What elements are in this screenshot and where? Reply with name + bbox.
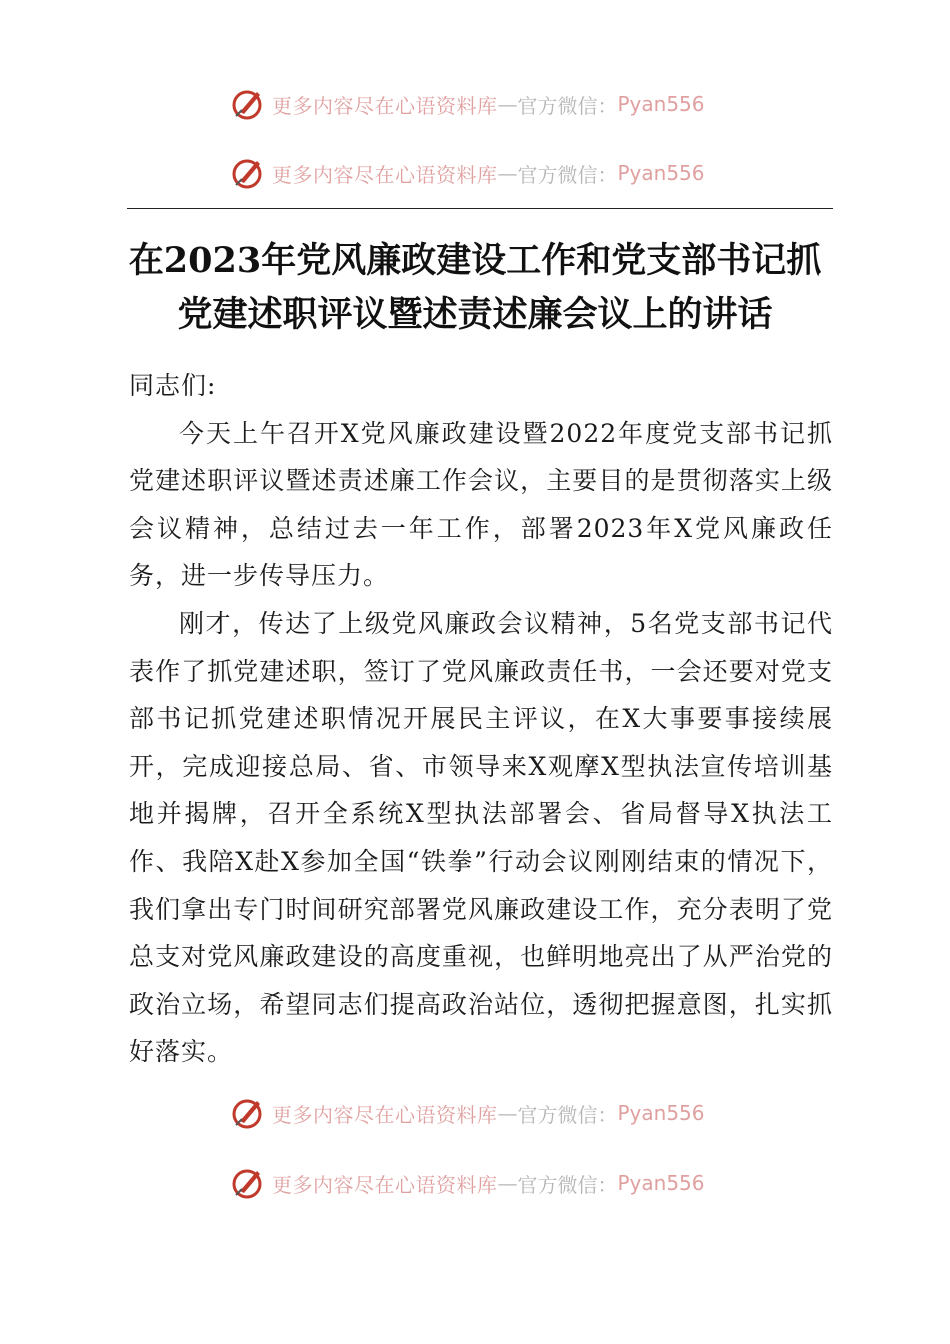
watermark-code: Pyan556 bbox=[617, 1171, 705, 1195]
watermark-text: 更多内容尽在心语资料库 bbox=[272, 1172, 498, 1197]
watermark-contact: 官方微信： bbox=[517, 1172, 618, 1197]
watermark-text: 更多内容尽在心语资料库 bbox=[272, 93, 498, 118]
watermark-separator: — bbox=[497, 1171, 518, 1195]
quill-logo-icon bbox=[230, 155, 266, 191]
quill-logo-icon bbox=[230, 1165, 266, 1201]
watermark-contact: 官方微信： bbox=[517, 162, 618, 187]
salutation: 同志们: bbox=[129, 371, 217, 400]
paragraph-2: 刚才，传达了上级党风廉政会议精神，5名党支部书记代表作了抓党建述职，签订了党风廉政责任书，一会还要对党支部书记抓党建述职情况开展民主评议，在X大事要事接续展开，完成迎接总局、省、市领导来X观摩X型执法宣传培训基地并揭牌，召开全系统X型执法部署会、省局督导X执法工作、我陪X赴X参加全国“铁拳”行动会议刚刚结束的情况下，我们拿出专门时间研究部署党风廉政建设工作，充分表明了党总支对党风廉政建设的高度重视，也鲜明地亮出了从严治党的政治立场，希望同志们提高政治站位，透彻把握意图，扎实抓好落实。 bbox=[129, 608, 833, 1067]
header-divider bbox=[127, 208, 833, 209]
watermark-separator: — bbox=[497, 161, 518, 185]
watermark-separator: — bbox=[497, 1101, 518, 1125]
watermark-banner bbox=[230, 1163, 750, 1203]
title-line-1: 在2023年党风廉政建设工作和党支部书记抓 bbox=[128, 240, 822, 281]
document-title bbox=[110, 234, 840, 342]
paragraph-1: 今天上午召开X党风廉政建设暨2022年度党支部书记抓党建述职评议暨述责述廉工作会议，主要目的是贯彻落实上级会议精神，总结过去一年工作，部署2023年X党风廉政任务，进一步传导压力。 bbox=[129, 418, 833, 591]
quill-logo-icon bbox=[230, 86, 266, 122]
title-line-2: 党建述职评议暨述责述廉会议上的讲话 bbox=[177, 294, 773, 335]
watermark-code: Pyan556 bbox=[617, 1101, 705, 1125]
watermark-banner bbox=[230, 84, 750, 124]
watermark-code: Pyan556 bbox=[617, 92, 705, 116]
watermark-contact: 官方微信： bbox=[517, 1102, 618, 1127]
watermark-contact: 官方微信： bbox=[517, 93, 618, 118]
watermark-separator: — bbox=[497, 92, 518, 116]
watermark-banner bbox=[230, 153, 750, 193]
document-body bbox=[129, 362, 833, 1076]
watermark-code: Pyan556 bbox=[617, 161, 705, 185]
watermark-text: 更多内容尽在心语资料库 bbox=[272, 162, 498, 187]
quill-logo-icon bbox=[230, 1095, 266, 1131]
watermark-text: 更多内容尽在心语资料库 bbox=[272, 1102, 498, 1127]
watermark-banner bbox=[230, 1093, 750, 1133]
